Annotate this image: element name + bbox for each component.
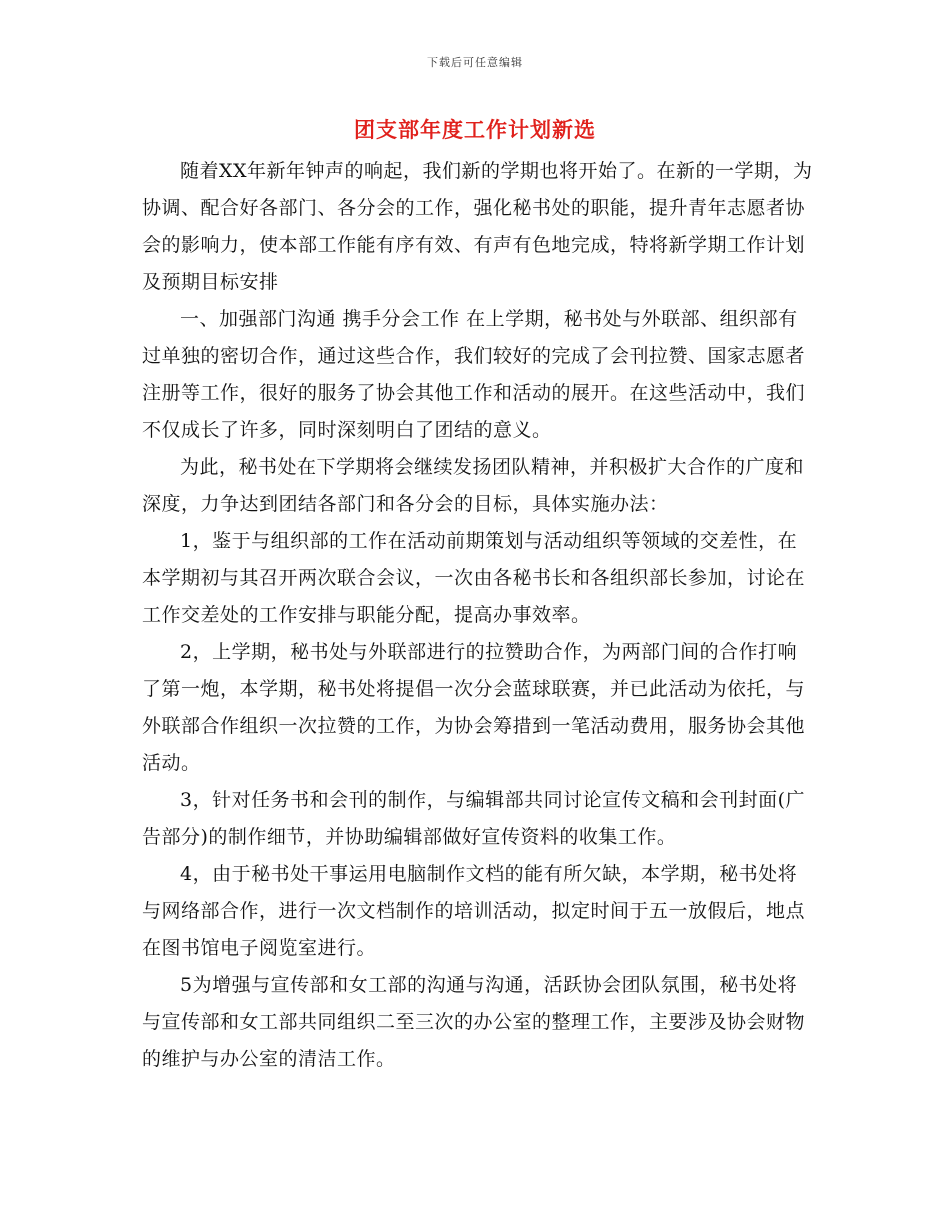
paragraph-item-5: 5为增强与宣传部和女工部的沟通与沟通，活跃协会团队氛围，秘书处将与宣传部和女工部共同组织二至三次的办公室的整理工作，主要涉及协会财物的维护与办公室的清洁工作。 [142, 974, 806, 1070]
paragraph-intro: 随着XX年新年钟声的响起，我们新的学期也将开始了。在新的一学期，为协调、配合好各部门、各分会的工作，强化秘书处的职能，提升青年志愿者协会的影响力，使本部工作能有序有效、有声有色地完成，特将新学期工作计划及预期目标安排 [142, 160, 813, 293]
document-title: 团支部年度工作计划新选 [354, 118, 596, 142]
paragraph-section-one: 一、加强部门沟通 携手分会工作 在上学期，秘书处与外联部、组织部有过单独的密切合作，通过这些合作，我们较好的完成了会刊拉赞、国家志愿者注册等工作，很好的服务了协会其他工作和活动的展开。在这些活动中，我们不仅成长了许多，同时深刻明白了团结的意义。 [142, 308, 806, 441]
document-body [142, 153, 814, 1078]
paragraph-item-1: 1，鉴于与组织部的工作在活动前期策划与活动组织等领域的交差性，在本学期初与其召开两次联合会议，一次由各秘书长和各组织部长参加，讨论在工作交差处的工作安排与职能分配，提高办事效率。 [142, 530, 806, 626]
paragraph-item-4: 4，由于秘书处干事运用电脑制作文档的能有所欠缺，本学期，秘书处将与网络部合作，进行一次文档制作的培训活动，拟定时间于五一放假后，地点在图书馆电子阅览室进行。 [142, 863, 806, 959]
paragraph-item-3: 3，针对任务书和会刊的制作，与编辑部共同讨论宣传文稿和会刊封面(广告部分)的制作细节，并协助编辑部做好宣传资料的收集工作。 [142, 789, 806, 848]
paragraph-measures-intro: 为此，秘书处在下学期将会继续发扬团队精神，并积极扩大合作的广度和深度，力争达到团结各部门和各分会的目标，具体实施办法： [142, 456, 805, 515]
header-note: 下载后可任意编辑 [427, 56, 523, 69]
paragraph-item-2: 2，上学期，秘书处与外联部进行的拉赞助合作，为两部门间的合作打响了第一炮，本学期，秘书处将提倡一次分会蓝球联赛，并已此活动为依托，与外联部合作组织一次拉赞的工作，为协会筹措到一笔活动费用，服务协会其他活动。 [142, 641, 806, 774]
